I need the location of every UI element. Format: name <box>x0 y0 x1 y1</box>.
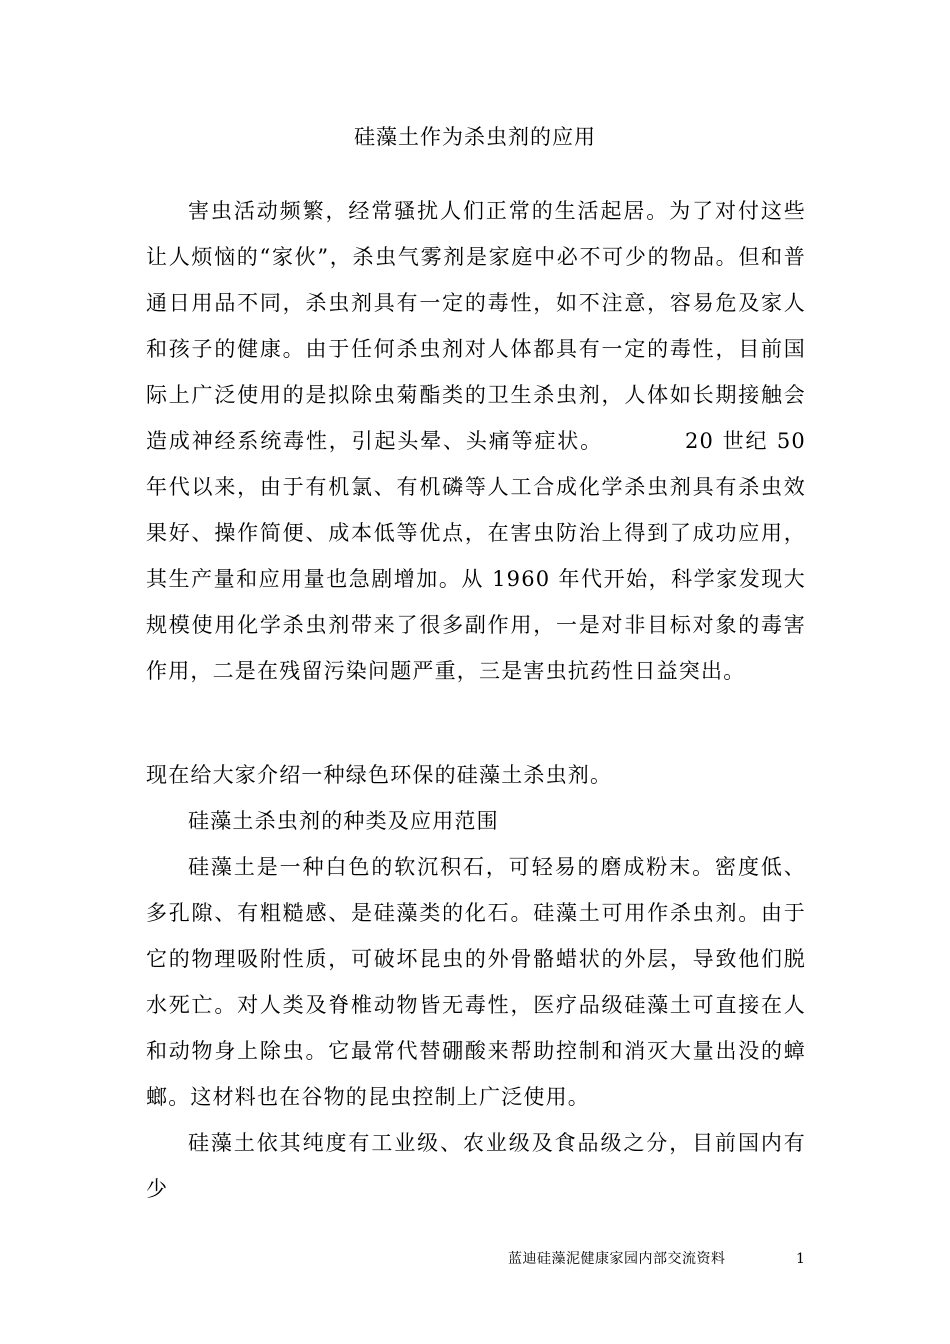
paragraph-intro-part1: 害虫活动频繁，经常骚扰人们正常的生活起居。为了对付这些让人烦恼的“家伙”，杀虫气雾剂是家庭中必不可少的物品。但和普通日用品不同，杀虫剂具有一定的毒性，如不注意，容易危及家人和孩子的健康。由于任何杀虫剂对人体都具有一定的毒性，目前国际上广泛使用的是拟除虫菊酯类的卫生杀虫剂，人体如长期接触会造成神经系统毒性，引起头晕、头痛等症状。 <box>146 199 806 453</box>
paragraph-intro <box>146 188 806 694</box>
paragraph-description: 硅藻土是一种白色的软沉积石，可轻易的磨成粉末。密度低、多孔隙、有粗糙感、是硅藻类的化石。硅藻土可用作杀虫剂。由于它的物理吸附性质，可破坏昆虫的外骨骼蜡状的外层，导致他们脱水死亡。对人类及脊椎动物皆无毒性，医疗品级硅藻土可直接在人和动物身上除虫。它最常代替硼酸来帮助控制和消灭大量出没的蟑螂。这材料也在谷物的昆虫控制上广泛使用。 <box>146 855 806 1109</box>
section-heading: 硅藻土杀虫剂的种类及应用范围 <box>188 809 499 833</box>
footer-text: 蓝迪硅藻泥健康家园内部交流资料 <box>508 1251 726 1267</box>
body-block-main <box>146 752 806 1212</box>
paragraph-grades: 硅藻土依其纯度有工业级、农业级及食品级之分，目前国内有少 <box>146 1131 806 1201</box>
page-number: 1 <box>796 1251 805 1267</box>
body-block-intro <box>146 188 806 708</box>
paragraph-introduce: 现在给大家介绍一种绿色环保的硅藻土杀虫剂。 <box>146 763 613 787</box>
paragraph-intro-part2: 20 世纪 50 年代以来，由于有机氯、有机磷等人工合成化学杀虫剂具有杀虫效果好、操作简便、成本低等优点，在害虫防治上得到了成功应用，其生产量和应用量也急剧增加。从 1960 年代开始，科学家发现大规模使用化学杀虫剂带来了很多副作用，一是对非目标对象的毒害作用，二是在残留污染问题严重，三是害虫抗药性日益突出。 <box>146 429 806 683</box>
document-title: 硅藻土作为杀虫剂的应用 <box>354 125 596 149</box>
